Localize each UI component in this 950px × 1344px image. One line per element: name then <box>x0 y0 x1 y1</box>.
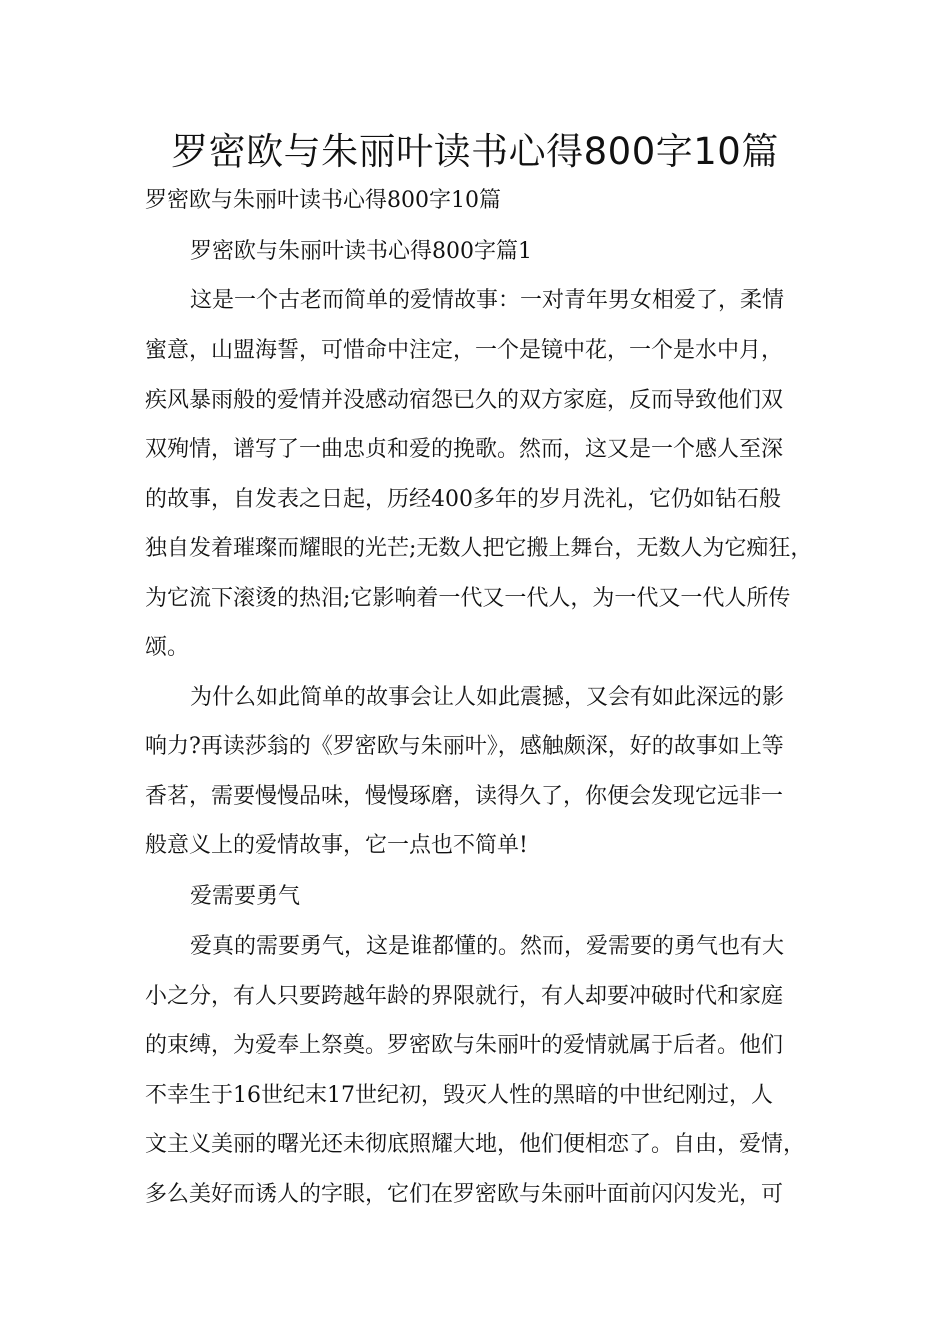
paragraph-line: 疾风暴雨般的爱情并没感动宿怨已久的双方家庭，反而导致他们双 <box>145 388 784 413</box>
section-heading: 罗密欧与朱丽叶读书心得800字篇1 <box>190 239 532 264</box>
paragraph-line: 为什么如此简单的故事会让人如此震撼，又会有如此深远的影 <box>190 685 785 710</box>
paragraph-line: 为它流下滚烫的热泪;它影响着一代又一代人，为一代又一代人所传 <box>145 586 791 611</box>
document-title: 罗密欧与朱丽叶读书心得800字10篇 <box>171 130 779 173</box>
paragraph-line: 的束缚，为爱奉上祭奠。罗密欧与朱丽叶的爱情就属于后者。他们 <box>145 1033 784 1058</box>
subheading: 爱需要勇气 <box>190 884 301 909</box>
paragraph-line: 这是一个古老而简单的爱情故事：一对青年男女相爱了，柔情 <box>190 288 785 313</box>
paragraph-line: 多么美好而诱人的字眼，它们在罗密欧与朱丽叶面前闪闪发光，可 <box>145 1182 784 1207</box>
paragraph-line: 双殉情，谱写了一曲忠贞和爱的挽歌。然而，这又是一个感人至深 <box>145 437 784 462</box>
paragraph-line: 爱真的需要勇气，这是谁都懂的。然而，爱需要的勇气也有大 <box>190 934 785 959</box>
paragraph-line: 颂。 <box>145 635 190 660</box>
paragraph-line: 文主义美丽的曙光还未彻底照耀大地，他们便相恋了。自由，爱情， <box>145 1132 806 1157</box>
paragraph-line: 独自发着璀璨而耀眼的光芒;无数人把它搬上舞台，无数人为它痴狂， <box>145 536 813 561</box>
paragraph-line: 响力?再读莎翁的《罗密欧与朱丽叶》，感触颇深，好的故事如上等 <box>145 734 784 759</box>
paragraph-line: 的故事，自发表之日起，历经400多年的岁月洗礼，它仍如钻石般 <box>145 487 781 512</box>
paragraph-line: 香茗，需要慢慢品味，慢慢琢磨，读得久了，你便会发现它远非一 <box>145 784 784 809</box>
document-subtitle: 罗密欧与朱丽叶读书心得800字10篇 <box>145 188 501 213</box>
paragraph-line: 不幸生于16世纪末17世纪初，毁灭人性的黑暗的中世纪刚过，人 <box>145 1083 773 1108</box>
paragraph-line: 小之分，有人只要跨越年龄的界限就行，有人却要冲破时代和家庭 <box>145 984 784 1009</box>
paragraph-line: 蜜意，山盟海誓，可惜命中注定，一个是镜中花，一个是水中月， <box>145 338 784 363</box>
paragraph-line: 般意义上的爱情故事，它一点也不简单! <box>145 833 528 858</box>
